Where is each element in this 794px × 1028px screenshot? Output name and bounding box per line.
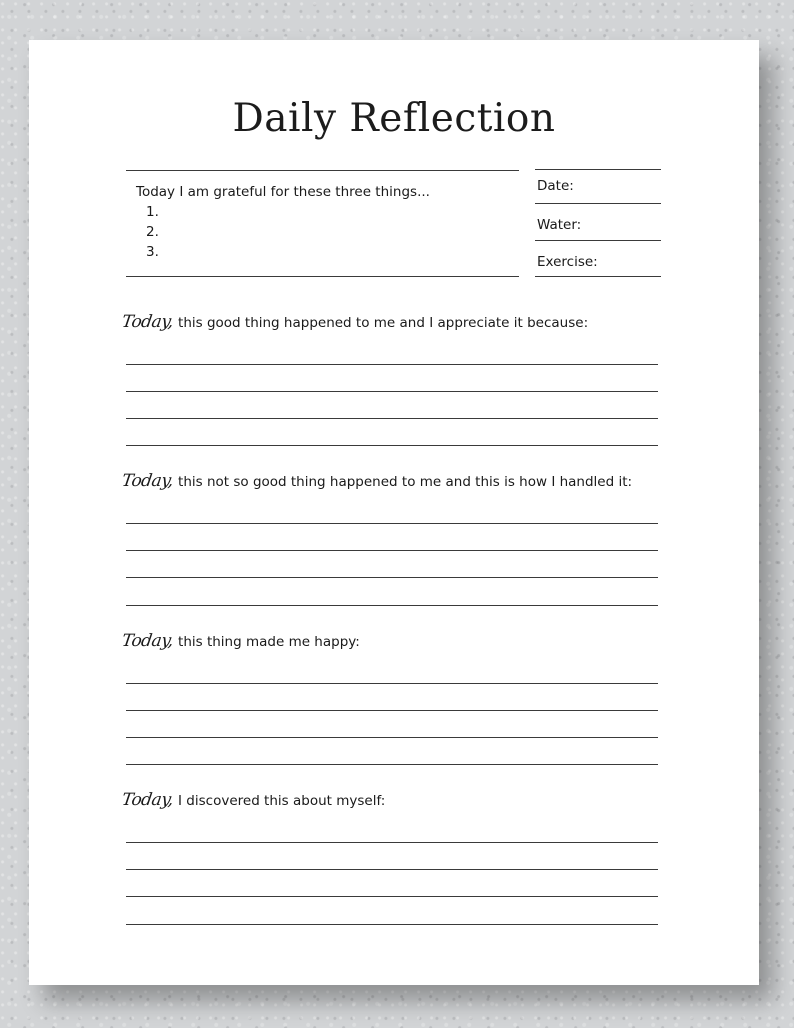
section-script-label: Today, (120, 631, 175, 651)
gratitude-heading: Today I am grateful for these three things... (136, 184, 430, 200)
writing-line[interactable] (126, 869, 658, 870)
writing-line[interactable] (126, 764, 658, 765)
exercise-field-line (535, 276, 661, 277)
section-prompt-text: this not so good thing happened to me and this is how I handled it: (178, 474, 633, 490)
date-field-label[interactable]: Date: (537, 178, 574, 194)
writing-line[interactable] (126, 710, 658, 711)
writing-line[interactable] (126, 364, 658, 365)
section-prompt-not-so-good-thing (122, 471, 632, 491)
gratitude-bottom-line (126, 276, 519, 277)
water-field-label[interactable]: Water: (537, 217, 582, 233)
section-prompt-discovered-about-myself (122, 790, 385, 810)
writing-line[interactable] (126, 550, 658, 551)
writing-line[interactable] (126, 577, 658, 578)
exercise-field-label[interactable]: Exercise: (537, 254, 598, 270)
gratitude-top-line (126, 170, 519, 171)
gratitude-item-1[interactable]: 1. (146, 204, 159, 220)
section-prompt-text: this good thing happened to me and I appreciate it because: (178, 315, 589, 331)
writing-line[interactable] (126, 523, 658, 524)
section-prompt-text: I discovered this about myself: (178, 793, 386, 809)
date-field-line (535, 203, 661, 204)
fields-top-line (535, 169, 661, 170)
writing-line[interactable] (126, 418, 658, 419)
writing-line[interactable] (126, 391, 658, 392)
page-title: Daily Reflection (232, 96, 556, 141)
section-script-label: Today, (120, 790, 175, 810)
section-script-label: Today, (120, 312, 175, 332)
gratitude-item-3[interactable]: 3. (146, 244, 159, 260)
section-prompt-good-thing (122, 312, 588, 332)
section-prompt-made-me-happy (122, 631, 360, 651)
water-field-line (535, 240, 661, 241)
writing-line[interactable] (126, 605, 658, 606)
writing-line[interactable] (126, 737, 658, 738)
writing-line[interactable] (126, 896, 658, 897)
writing-line[interactable] (126, 683, 658, 684)
writing-line[interactable] (126, 924, 658, 925)
writing-line[interactable] (126, 445, 658, 446)
writing-line[interactable] (126, 842, 658, 843)
worksheet-page (29, 40, 759, 985)
section-script-label: Today, (120, 471, 175, 491)
gratitude-item-2[interactable]: 2. (146, 224, 159, 240)
section-prompt-text: this thing made me happy: (178, 634, 360, 650)
